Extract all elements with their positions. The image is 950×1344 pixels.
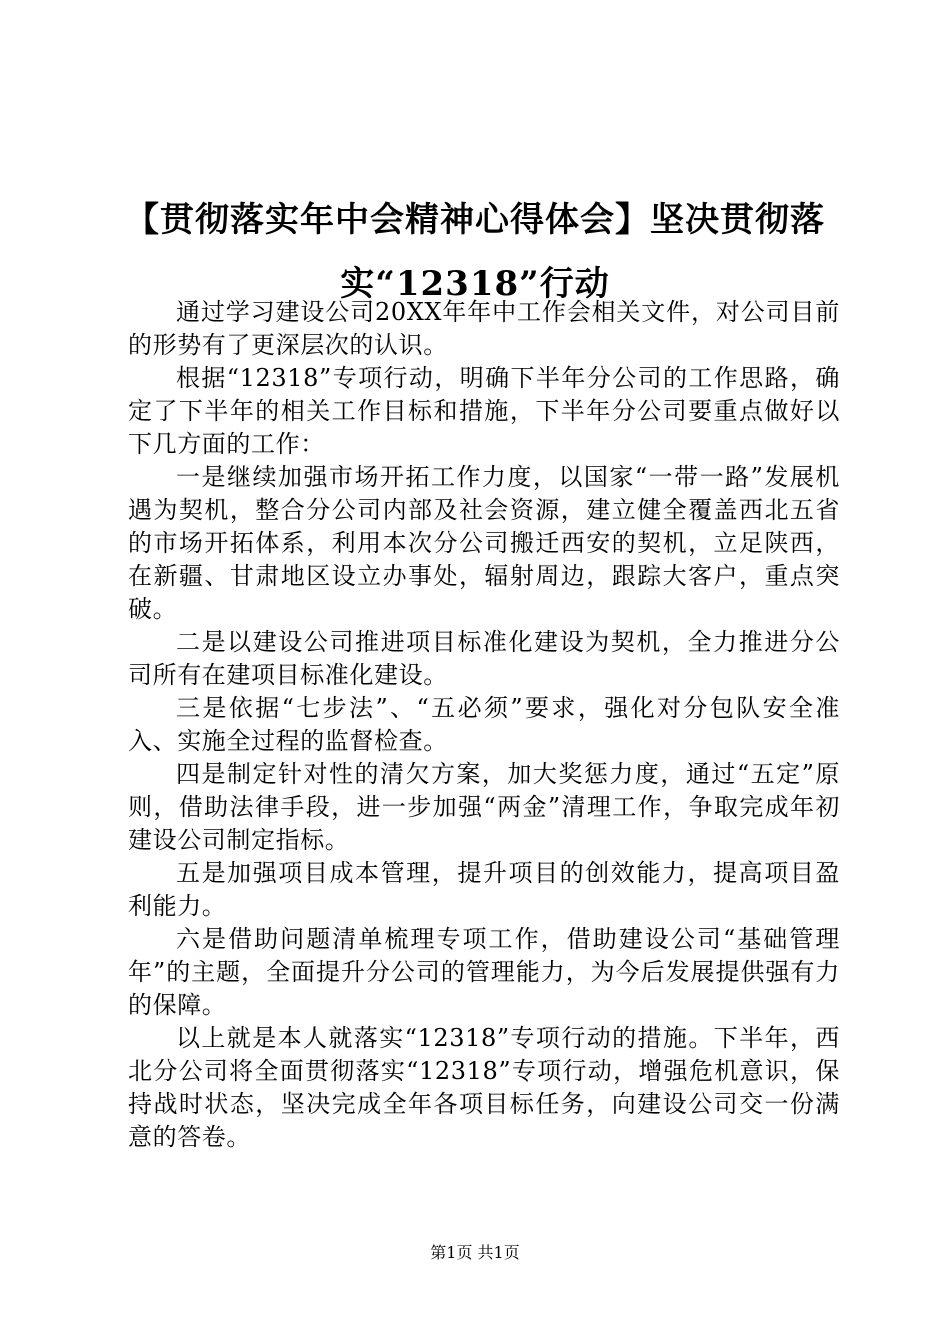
paragraph-item-6: 六是借助问题清单梳理专项工作，借助建设公司“基础管理年”的主题，全面提升分公司的管理能力，为今后发展提供强有力的保障。 (128, 925, 840, 1019)
page-number-footer: 第1页 共1页 (430, 1243, 520, 1262)
paragraph-item-5: 五是加强项目成本管理，提升项目的创效能力，提高项目盈利能力。 (128, 859, 840, 920)
paragraph-item-4: 四是制定针对性的清欠方案，加大奖惩力度，通过“五定”原则，借助法律手段，进一步加强“两金”清理工作，争取完成年初建设公司制定指标。 (128, 760, 840, 854)
paragraph-item-2: 二是以建设公司推进项目标准化建设为契机，全力推进分公司所有在建项目标准化建设。 (128, 628, 840, 689)
document-body (128, 296, 840, 1154)
paragraph-item-3: 三是依据“七步法”、“五必须”要求，强化对分包队安全准入、实施全过程的监督检查。 (128, 694, 840, 755)
document-title: 【贯彻落实年中会精神心得体会】坚决贯彻落实“12318”行动 (125, 200, 825, 304)
paragraph-plan: 根据“12318”专项行动，明确下半年分公司的工作思路，确定了下半年的相关工作目标和措施，下半年分公司要重点做好以下几方面的工作： (128, 364, 840, 458)
paragraph-item-1: 一是继续加强市场开拓工作力度，以国家“一带一路”发展机遇为契机，整合分公司内部及社会资源，建立健全覆盖西北五省的市场开拓体系，利用本次分公司搬迁西安的契机，立足陕西，在新疆、甘肃地区设立办事处，辐射周边，跟踪大客户，重点突破。 (128, 463, 840, 623)
paragraph-conclusion: 以上就是本人就落实“12318”专项行动的措施。下半年，西北分公司将全面贯彻落实“12318”专项行动，增强危机意识，保持战时状态，坚决完成全年各项目标任务，向建设公司交一份满意的答卷。 (128, 1024, 840, 1151)
paragraph-intro: 通过学习建设公司20XX年年中工作会相关文件，对公司目前的形势有了更深层次的认识。 (128, 298, 840, 359)
